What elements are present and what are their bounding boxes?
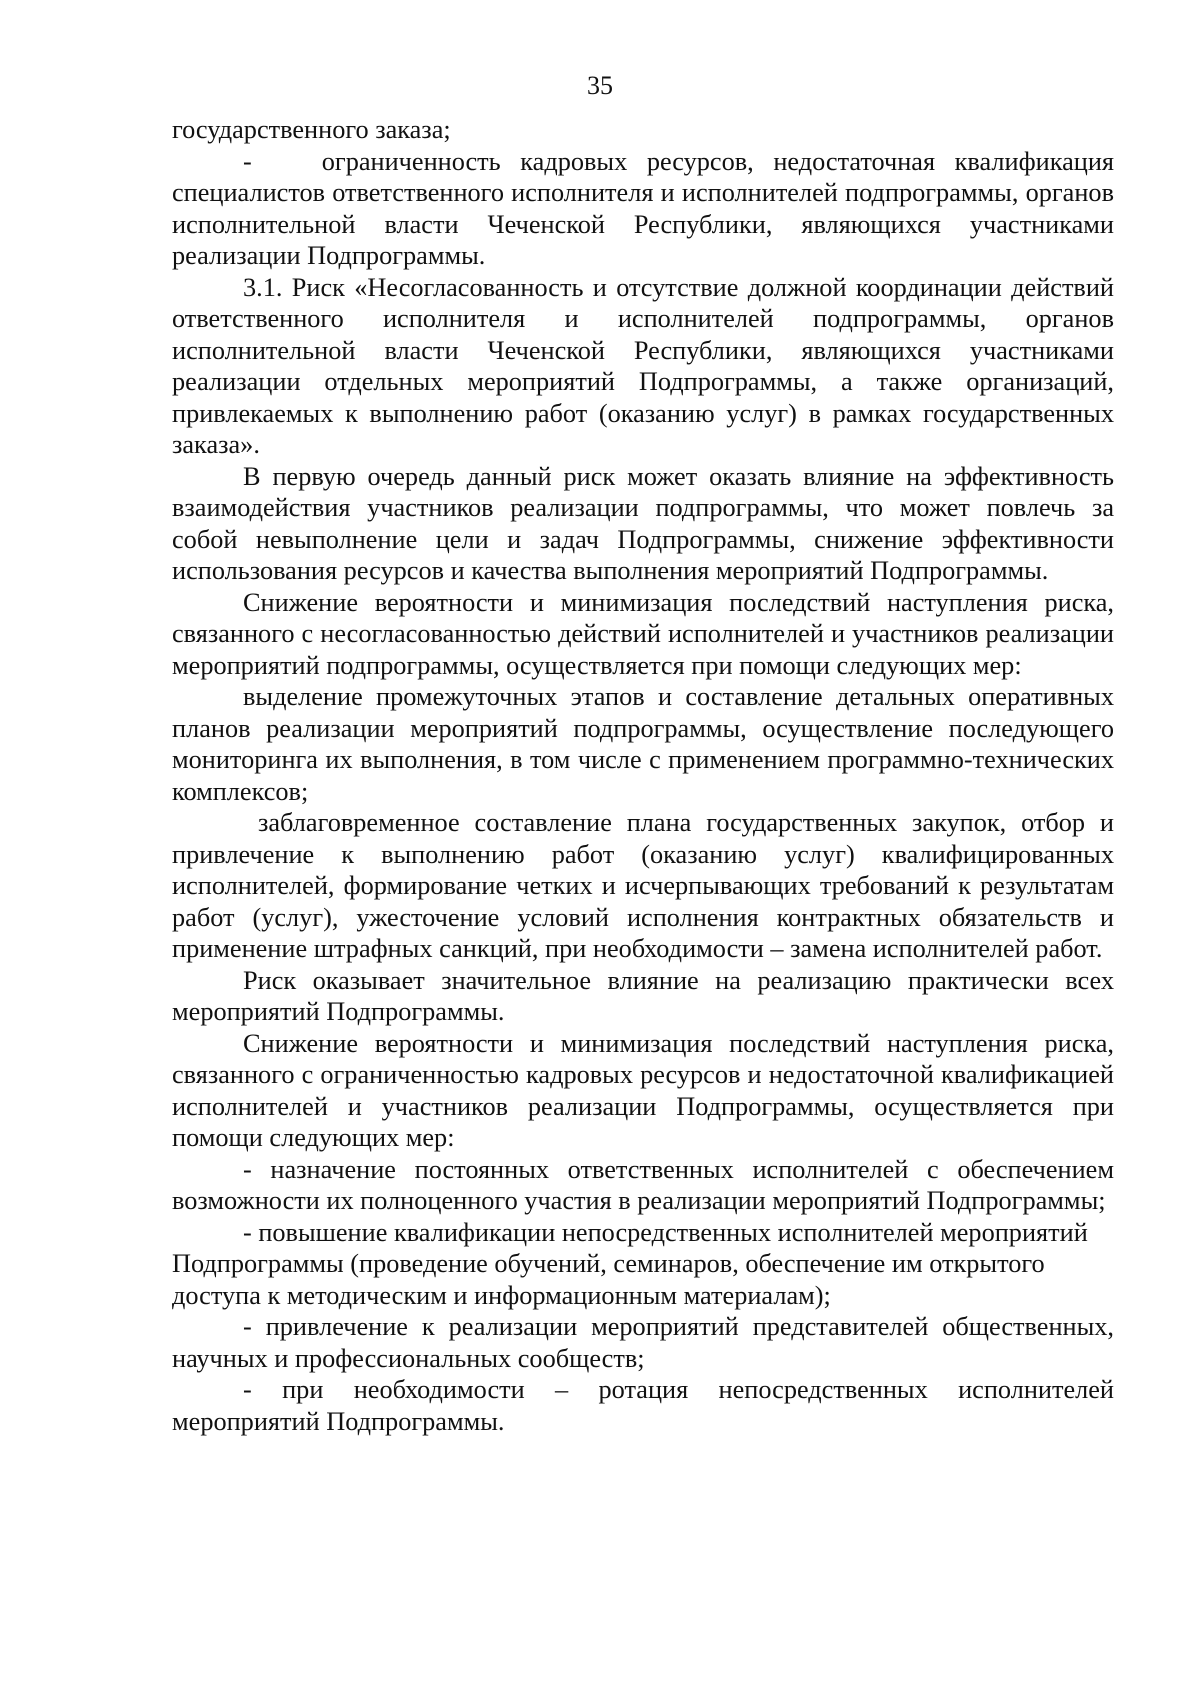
paragraph: Риск оказывает значительное влияние на реализацию практически всех мероприятий Подпрограммы.: [172, 965, 1114, 1026]
paragraph: заблаговременное составление плана государственных закупок, отбор и привлечение к выполнению работ (оказанию услуг) квалифицированных исполнителей, формирование четких и исчерпывающих требований к результатам работ (услуг), ужесточение условий исполнения контрактных обязательств и применение штрафных санкций, при необходимости – замена исполнителей работ.: [172, 808, 1114, 963]
paragraph: выделение промежуточных этапов и составление детальных оперативных планов реализации мероприятий подпрограммы, осуществление последующего мониторинга их выполнения, в том числе с применением программно-технических комплексов;: [172, 682, 1114, 806]
document-body: [172, 114, 1114, 1437]
paragraph-continuation: государственного заказа;: [172, 115, 451, 144]
dash-marker: -: [243, 146, 252, 176]
paragraph: В первую очередь данный риск может оказать влияние на эффективность взаимодействия участников реализации подпрограммы, что может повлечь за собой невыполнение цели и задач Подпрограммы, снижение эффективности использования ресурсов и качества выполнения мероприятий Подпрограммы.: [172, 461, 1114, 585]
paragraph: Снижение вероятности и минимизация последствий наступления риска, связанного с ограниченностью кадровых ресурсов и недостаточной квалификацией исполнителей и участников реализации Подпрограммы, осуществляется при помощи следующих мер:: [172, 1028, 1114, 1152]
list-item-text: ограниченность кадровых ресурсов, недостаточная квалификация специалистов ответственного исполнителя и исполнителей подпрограммы, органов исполнительной власти Чеченской Республики, являющихся участниками реализации Подпрограммы.: [172, 146, 1114, 270]
list-item-dash: - при необходимости – ротация непосредственных исполнителей мероприятий Подпрограммы.: [172, 1375, 1114, 1436]
list-item-dash: - привлечение к реализации мероприятий представителей общественных, научных и профессиональных сообществ;: [172, 1312, 1114, 1373]
paragraph: Снижение вероятности и минимизация последствий наступления риска, связанного с несогласованностью действий исполнителей и участников реализации мероприятий подпрограммы, осуществляется при помощи следующих мер:: [172, 587, 1114, 680]
paragraph-risk-3-1: 3.1. Риск «Несогласованность и отсутствие должной координации действий ответственного исполнителя и исполнителей подпрограммы, органов исполнительной власти Чеченской Республики, являющихся участниками реализации отдельных мероприятий Подпрограммы, а также организаций, привлекаемых к выполнению работ (оказанию услуг) в рамках государственных заказа».: [172, 272, 1114, 459]
list-item-dash: [172, 146, 1114, 272]
list-item-dash: - повышение квалификации непосредственных исполнителей мероприятий Подпрограммы (проведение обучений, семинаров, обеспечение им открытого доступа к методическим и информационным материалам);: [172, 1217, 1088, 1310]
page-number: 35: [587, 71, 613, 100]
list-item-dash: - назначение постоянных ответственных исполнителей с обеспечением возможности их полноценного участия в реализации мероприятий Подпрограммы;: [172, 1154, 1114, 1215]
